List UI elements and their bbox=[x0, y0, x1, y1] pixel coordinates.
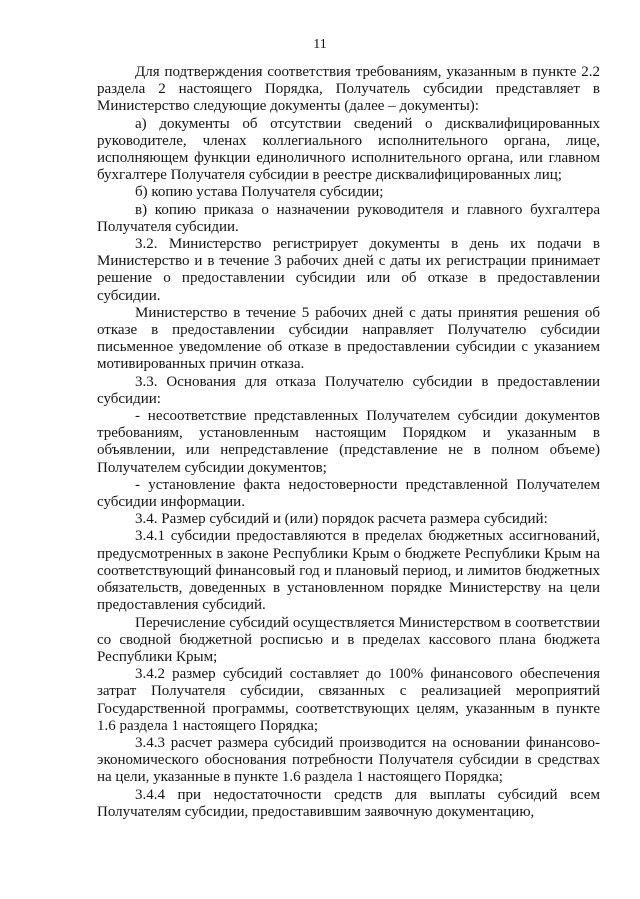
paragraph-3-4: 3.4. Размер субсидий и (или) порядок расчета размера субсидий: bbox=[135, 511, 548, 528]
paragraph-item-b: б) копию устава Получателя субсидии; bbox=[135, 184, 384, 201]
paragraph-refusal-reason-2: - установление факта недостоверности представленной Получателем субсидии информации. bbox=[97, 476, 600, 511]
document-body bbox=[97, 64, 600, 821]
paragraph-3-4-4: 3.4.4 при недостаточности средств для выплаты субсидий всем Получателям субсидии, предоставившим заявочную документацию, bbox=[97, 786, 600, 820]
paragraph-refusal-notice: Министерство в течение 5 рабочих дней с даты принятия решения об отказе в предоставлении субсидии направляет Получателю субсидии письменное уведомление об отказе в предоставлении субсидии с указанием мотивированных причин отказа. bbox=[97, 304, 600, 373]
paragraph-3-4-1: 3.4.1 субсидии предоставляются в пределах бюджетных ассигнований, предусмотренных в законе Республики Крым о бюджете Республики Крым на соответствующий финансовый год и плановый период, и лимитов бюджетных обязательств, доведенных в установленном порядке Министерству на цели предоставления субсидий. bbox=[97, 528, 600, 614]
paragraph-3-2: 3.2. Министерство регистрирует документы в день их подачи в Министерство и в течение 3 рабочих дней с даты их регистрации принимает решение о предоставлении субсидии или об отказе в предоставлении субсидии. bbox=[97, 236, 600, 304]
paragraph-transfer: Перечисление субсидий осуществляется Министерством в соответствии со сводной бюджетной росписью и в пределах кассового плана бюджета Республики Крым; bbox=[97, 614, 600, 665]
paragraph-3-4-2: 3.4.2 размер субсидий составляет до 100% финансового обеспечения затрат Получателя субсидии, связанных с реализацией мероприятий Государственной программы, соответствующих целям, указанным в пункте 1.6 раздела 1 настоящего Порядка; bbox=[97, 666, 600, 734]
paragraph-item-a: а) документы об отсутствии сведений о дисквалифицированных руководителе, членах коллегиального исполнительного органа, лице, исполняющем функции единоличного исполнительного органа, или главном бухгалтере Получателя субсидии в реестре дисквалифицированных лиц; bbox=[97, 115, 600, 184]
page-number: 11 bbox=[313, 37, 327, 52]
paragraph-refusal-reason-1: - несоответствие представленных Получателем субсидии документов требованиям, установленным настоящим Порядком и указанным в объявлении, или непредставление (представление не в полном объеме) Получателем субсидии документов; bbox=[97, 408, 600, 476]
paragraph-3-4-3: 3.4.3 расчет размера субсидий производится на основании финансово-экономического обоснования потребности Получателя субсидии в средствах на цели, указанные в пункте 1.6 раздела 1 настоящего Порядка; bbox=[97, 734, 600, 786]
paragraph-item-v: в) копию приказа о назначении руководителя и главного бухгалтера Получателя субсидии. bbox=[97, 201, 600, 235]
paragraph-intro: Для подтверждения соответствия требованиям, указанным в пункте 2.2 раздела 2 настоящего Порядка, Получатель субсидии представляет в Министерство следующие документы (далее – документы): bbox=[97, 64, 600, 115]
paragraph-3-3: 3.3. Основания для отказа Получателю субсидии в предоставлении субсидии: bbox=[97, 373, 600, 407]
